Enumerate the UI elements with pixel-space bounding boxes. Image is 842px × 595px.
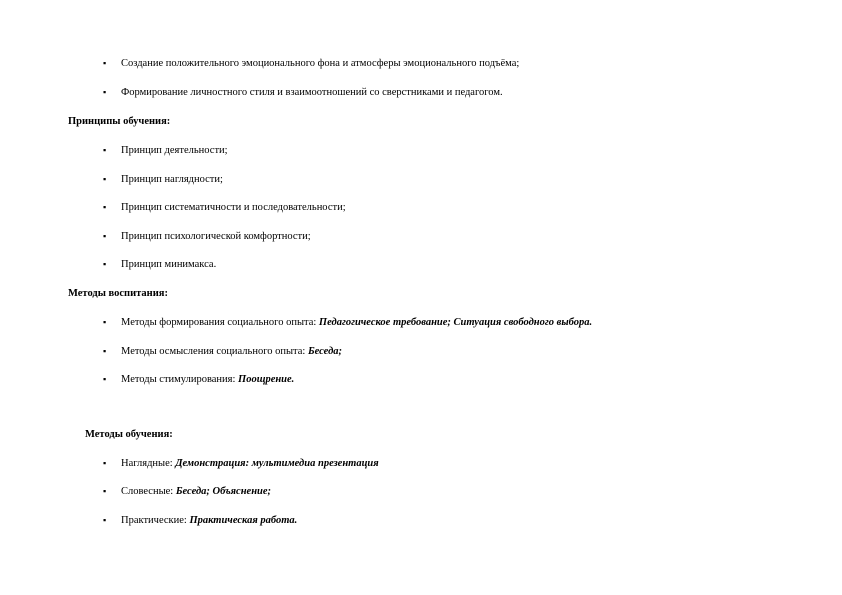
bullet-icon: ▪ bbox=[103, 202, 107, 212]
list-item: ▪ Методы осмысления социального опыта: Беседа; bbox=[103, 346, 343, 357]
list-item: ▪ Принцип наглядности; bbox=[103, 174, 223, 185]
bullet-icon: ▪ bbox=[103, 346, 107, 356]
list-item: ▪ Методы стимулирования: Поощрение. bbox=[103, 374, 295, 385]
list-item: ▪ Практические: Практическая работа. bbox=[103, 515, 298, 526]
bullet-icon: ▪ bbox=[103, 231, 107, 241]
bullet-icon: ▪ bbox=[103, 174, 107, 184]
list-item: ▪ Формирование личностного стиля и взаимоотношений со сверстниками и педагогом. bbox=[103, 87, 503, 98]
bullet-icon: ▪ bbox=[103, 259, 107, 269]
list-item: ▪ Словесные: Беседа; Объяснение; bbox=[103, 486, 272, 497]
bullet-icon: ▪ bbox=[103, 87, 107, 97]
teaching-methods-heading: Методы обучения: bbox=[85, 429, 173, 440]
list-item: ▪ Принцип психологической комфортности; bbox=[103, 231, 311, 242]
list-item: ▪ Создание положительного эмоционального фона и атмосферы эмоционального подъёма; bbox=[103, 58, 520, 69]
bullet-icon: ▪ bbox=[103, 145, 107, 155]
list-item: ▪ Принцип минимакса. bbox=[103, 259, 217, 270]
bullet-icon: ▪ bbox=[103, 458, 107, 468]
list-item: ▪ Наглядные: Демонстрация: мультимедиа презентация bbox=[103, 458, 379, 469]
bullet-icon: ▪ bbox=[103, 58, 107, 68]
bullet-icon: ▪ bbox=[103, 317, 107, 327]
principles-heading: Принципы обучения: bbox=[68, 116, 171, 127]
bullet-icon: ▪ bbox=[103, 515, 107, 525]
bullet-icon: ▪ bbox=[103, 374, 107, 384]
list-item: ▪ Методы формирования социального опыта: Педагогическое требование; Ситуация свободного выбора. bbox=[103, 317, 593, 328]
upbringing-methods-heading: Методы воспитания: bbox=[68, 288, 168, 299]
list-item: ▪ Принцип систематичности и последовательности; bbox=[103, 202, 346, 213]
list-item: ▪ Принцип деятельности; bbox=[103, 145, 228, 156]
bullet-icon: ▪ bbox=[103, 486, 107, 496]
